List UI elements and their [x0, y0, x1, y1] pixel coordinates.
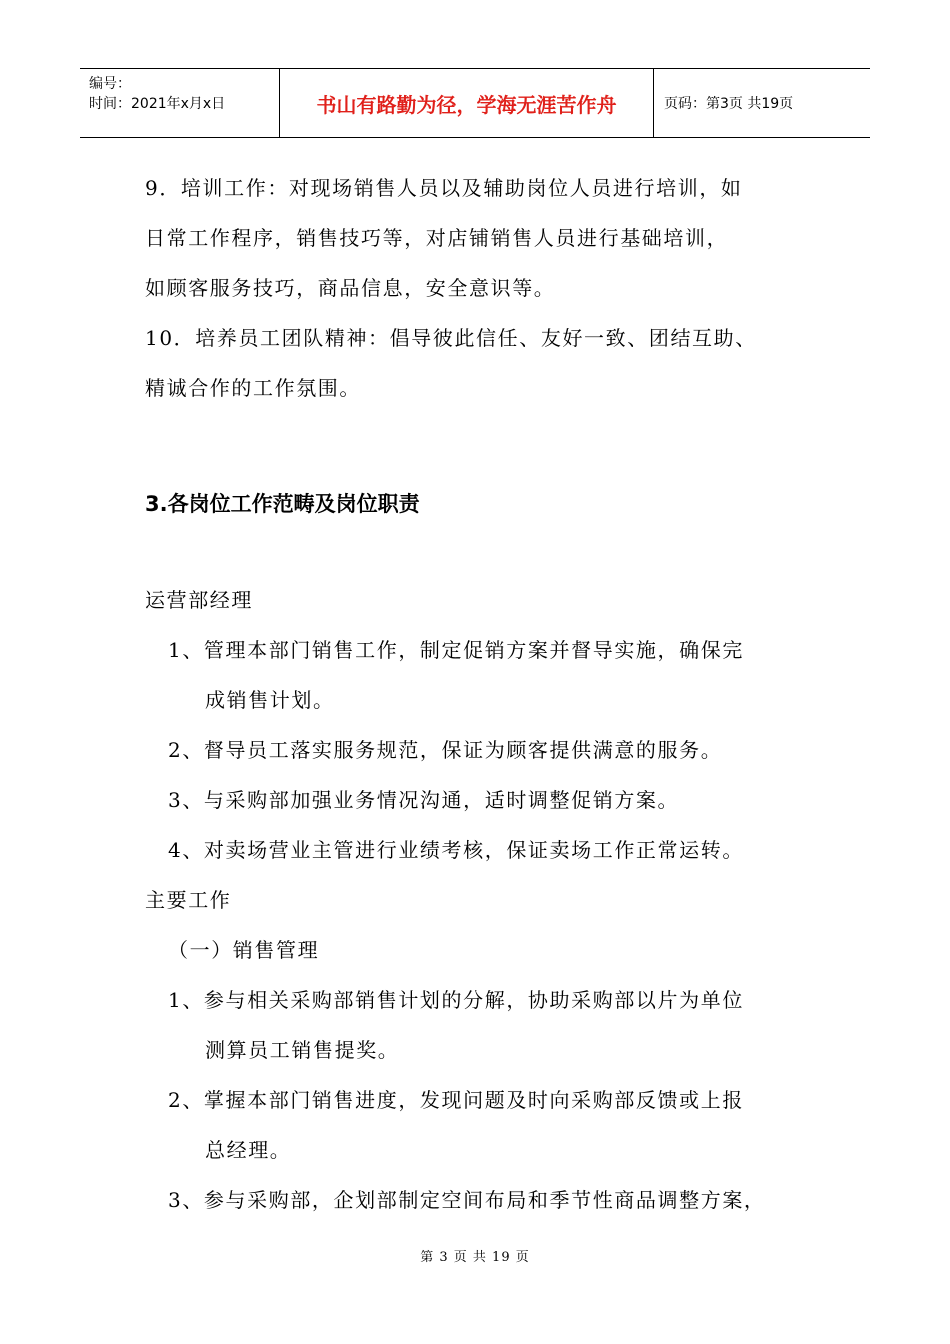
duty-4: 4、对卖场营业主管进行业绩考核，保证卖场工作正常运转。: [168, 838, 744, 862]
header-page-info: 页码：第3页 共19页: [664, 96, 794, 112]
work-1-line-1: 1、参与相关采购部销售计划的分解，协助采购部以片为单位: [168, 988, 744, 1012]
page-footer: 第 3 页 共 19 页: [420, 1250, 530, 1265]
item-9-line-1: 9．培训工作：对现场销售人员以及辅助岗位人员进行培训，如: [145, 176, 743, 200]
sub-heading-sales-management: （一）销售管理: [168, 938, 320, 962]
work-1-line-2: 测算员工销售提奖。: [205, 1038, 400, 1062]
document-number-label: 编号：: [89, 76, 131, 92]
header-meta-cell: [80, 69, 280, 137]
page-header: [80, 68, 870, 138]
section-heading: 3.各岗位工作范畴及岗位职责: [145, 492, 420, 516]
item-9-line-2: 日常工作程序，销售技巧等，对店铺销售人员进行基础培训，: [145, 226, 729, 250]
header-motto: 书山有路勤为径，学海无涯苦作舟: [316, 92, 617, 117]
item-9-line-3: 如顾客服务技巧，商品信息，安全意识等。: [145, 276, 556, 300]
duty-1-line-1: 1、管理本部门销售工作，制定促销方案并督导实施，确保完: [168, 638, 744, 662]
duty-3: 3、与采购部加强业务情况沟通，适时调整促销方案。: [168, 788, 680, 812]
role-title: 运营部经理: [145, 588, 253, 612]
item-10-line-2: 精诚合作的工作氛围。: [145, 376, 361, 400]
work-3-line-1: 3、参与采购部，企划部制定空间布局和季节性商品调整方案，: [168, 1188, 766, 1212]
duty-2: 2、督导员工落实服务规范，保证为顾客提供满意的服务。: [168, 738, 723, 762]
duty-1-line-2: 成销售计划。: [205, 688, 335, 712]
document-date-label: 时间：2021年x月x日: [89, 96, 226, 112]
main-work-heading: 主要工作: [145, 888, 232, 912]
item-10-line-1: 10．培养员工团队精神：倡导彼此信任、友好一致、团结互助、: [145, 326, 757, 350]
work-2-line-2: 总经理。: [205, 1138, 292, 1162]
work-2-line-1: 2、掌握本部门销售进度，发现问题及时向采购部反馈或上报: [168, 1088, 744, 1112]
header-motto-cell: [280, 69, 654, 137]
